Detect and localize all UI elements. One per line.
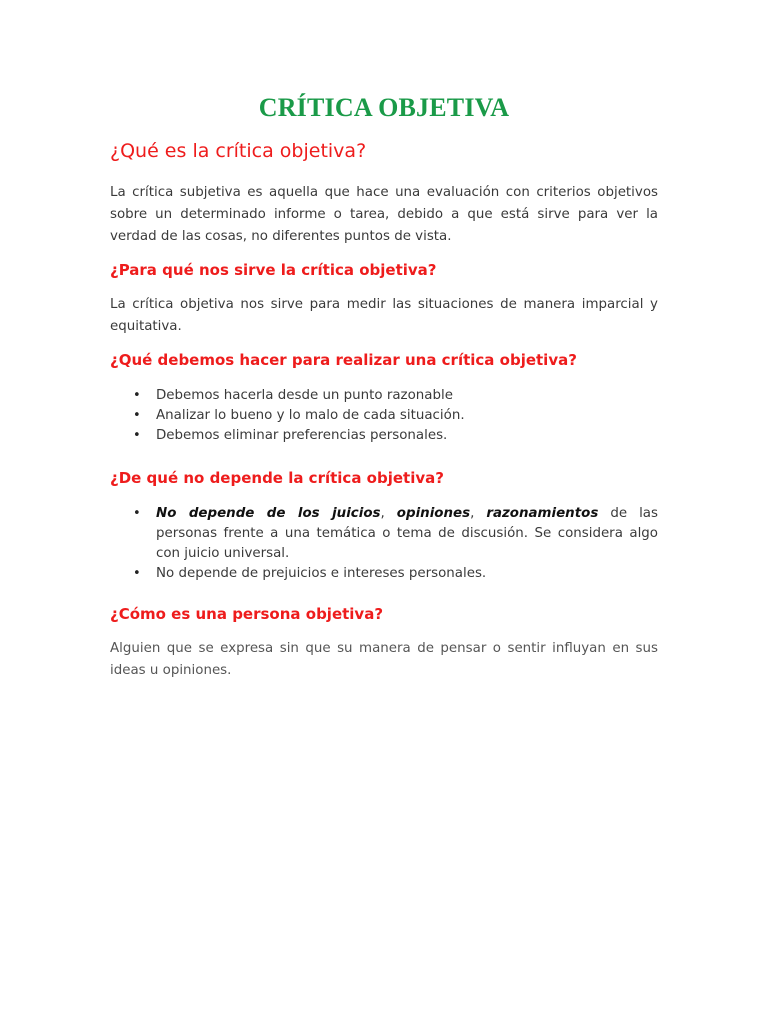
list-item <box>133 406 658 426</box>
does-not-depend-bullet-list <box>110 504 658 584</box>
bullet-icon: • <box>133 566 141 581</box>
section-paragraph-objective-person: Alguien que se expresa sin que su manera de pensar o sentir influyan en sus ideas u opiniones. <box>110 641 658 678</box>
list-item-text: No depende de prejuicios e intereses personales. <box>156 566 487 581</box>
section-heading-how-to: ¿Qué debemos hacer para realizar una crítica objetiva? <box>110 351 577 369</box>
bullet-icon: • <box>133 506 141 521</box>
bullet-icon: • <box>133 408 141 423</box>
separator-text: , <box>470 506 487 521</box>
section-heading-does-not-depend: ¿De qué no depende la crítica objetiva? <box>110 469 444 487</box>
section-heading-purpose: ¿Para qué nos sirve la crítica objetiva? <box>110 261 437 279</box>
section-paragraph-what-is: La crítica subjetiva es aquella que hace una evaluación con criterios objetivos sobre un determinado informe o tarea, debido a que está sirve para ver la verdad de las cosas, no diferentes puntos de vista. <box>110 185 658 244</box>
list-item-text: Debemos eliminar preferencias personales. <box>156 428 448 443</box>
emphasis-judgments: No depende de los juicios <box>156 506 381 521</box>
list-item <box>133 564 658 584</box>
list-item <box>133 426 658 446</box>
bullet-icon: • <box>133 388 141 403</box>
how-to-bullet-list <box>110 386 658 446</box>
bullet-icon: • <box>133 428 141 443</box>
section-heading-what-is: ¿Qué es la crítica objetiva? <box>110 140 367 162</box>
emphasis-reasoning: razonamientos <box>486 506 599 521</box>
list-item-text: Debemos hacerla desde un punto razonable <box>156 388 453 403</box>
list-item-text: Analizar lo bueno y lo malo de cada situación. <box>156 408 465 423</box>
separator-text: , <box>380 506 397 521</box>
list-item-text: de las personas frente a una temática o tema de discusión. Se considera algo con juicio universal. <box>156 506 658 561</box>
section-heading-objective-person: ¿Cómo es una persona objetiva? <box>110 605 384 623</box>
list-item <box>133 386 658 406</box>
document-title: CRÍTICA OBJETIVA <box>258 93 510 122</box>
section-paragraph-purpose: La crítica objetiva nos sirve para medir las situaciones de manera imparcial y equitativa. <box>110 297 658 334</box>
list-item <box>133 504 658 564</box>
emphasis-opinions: opiniones <box>396 506 471 521</box>
